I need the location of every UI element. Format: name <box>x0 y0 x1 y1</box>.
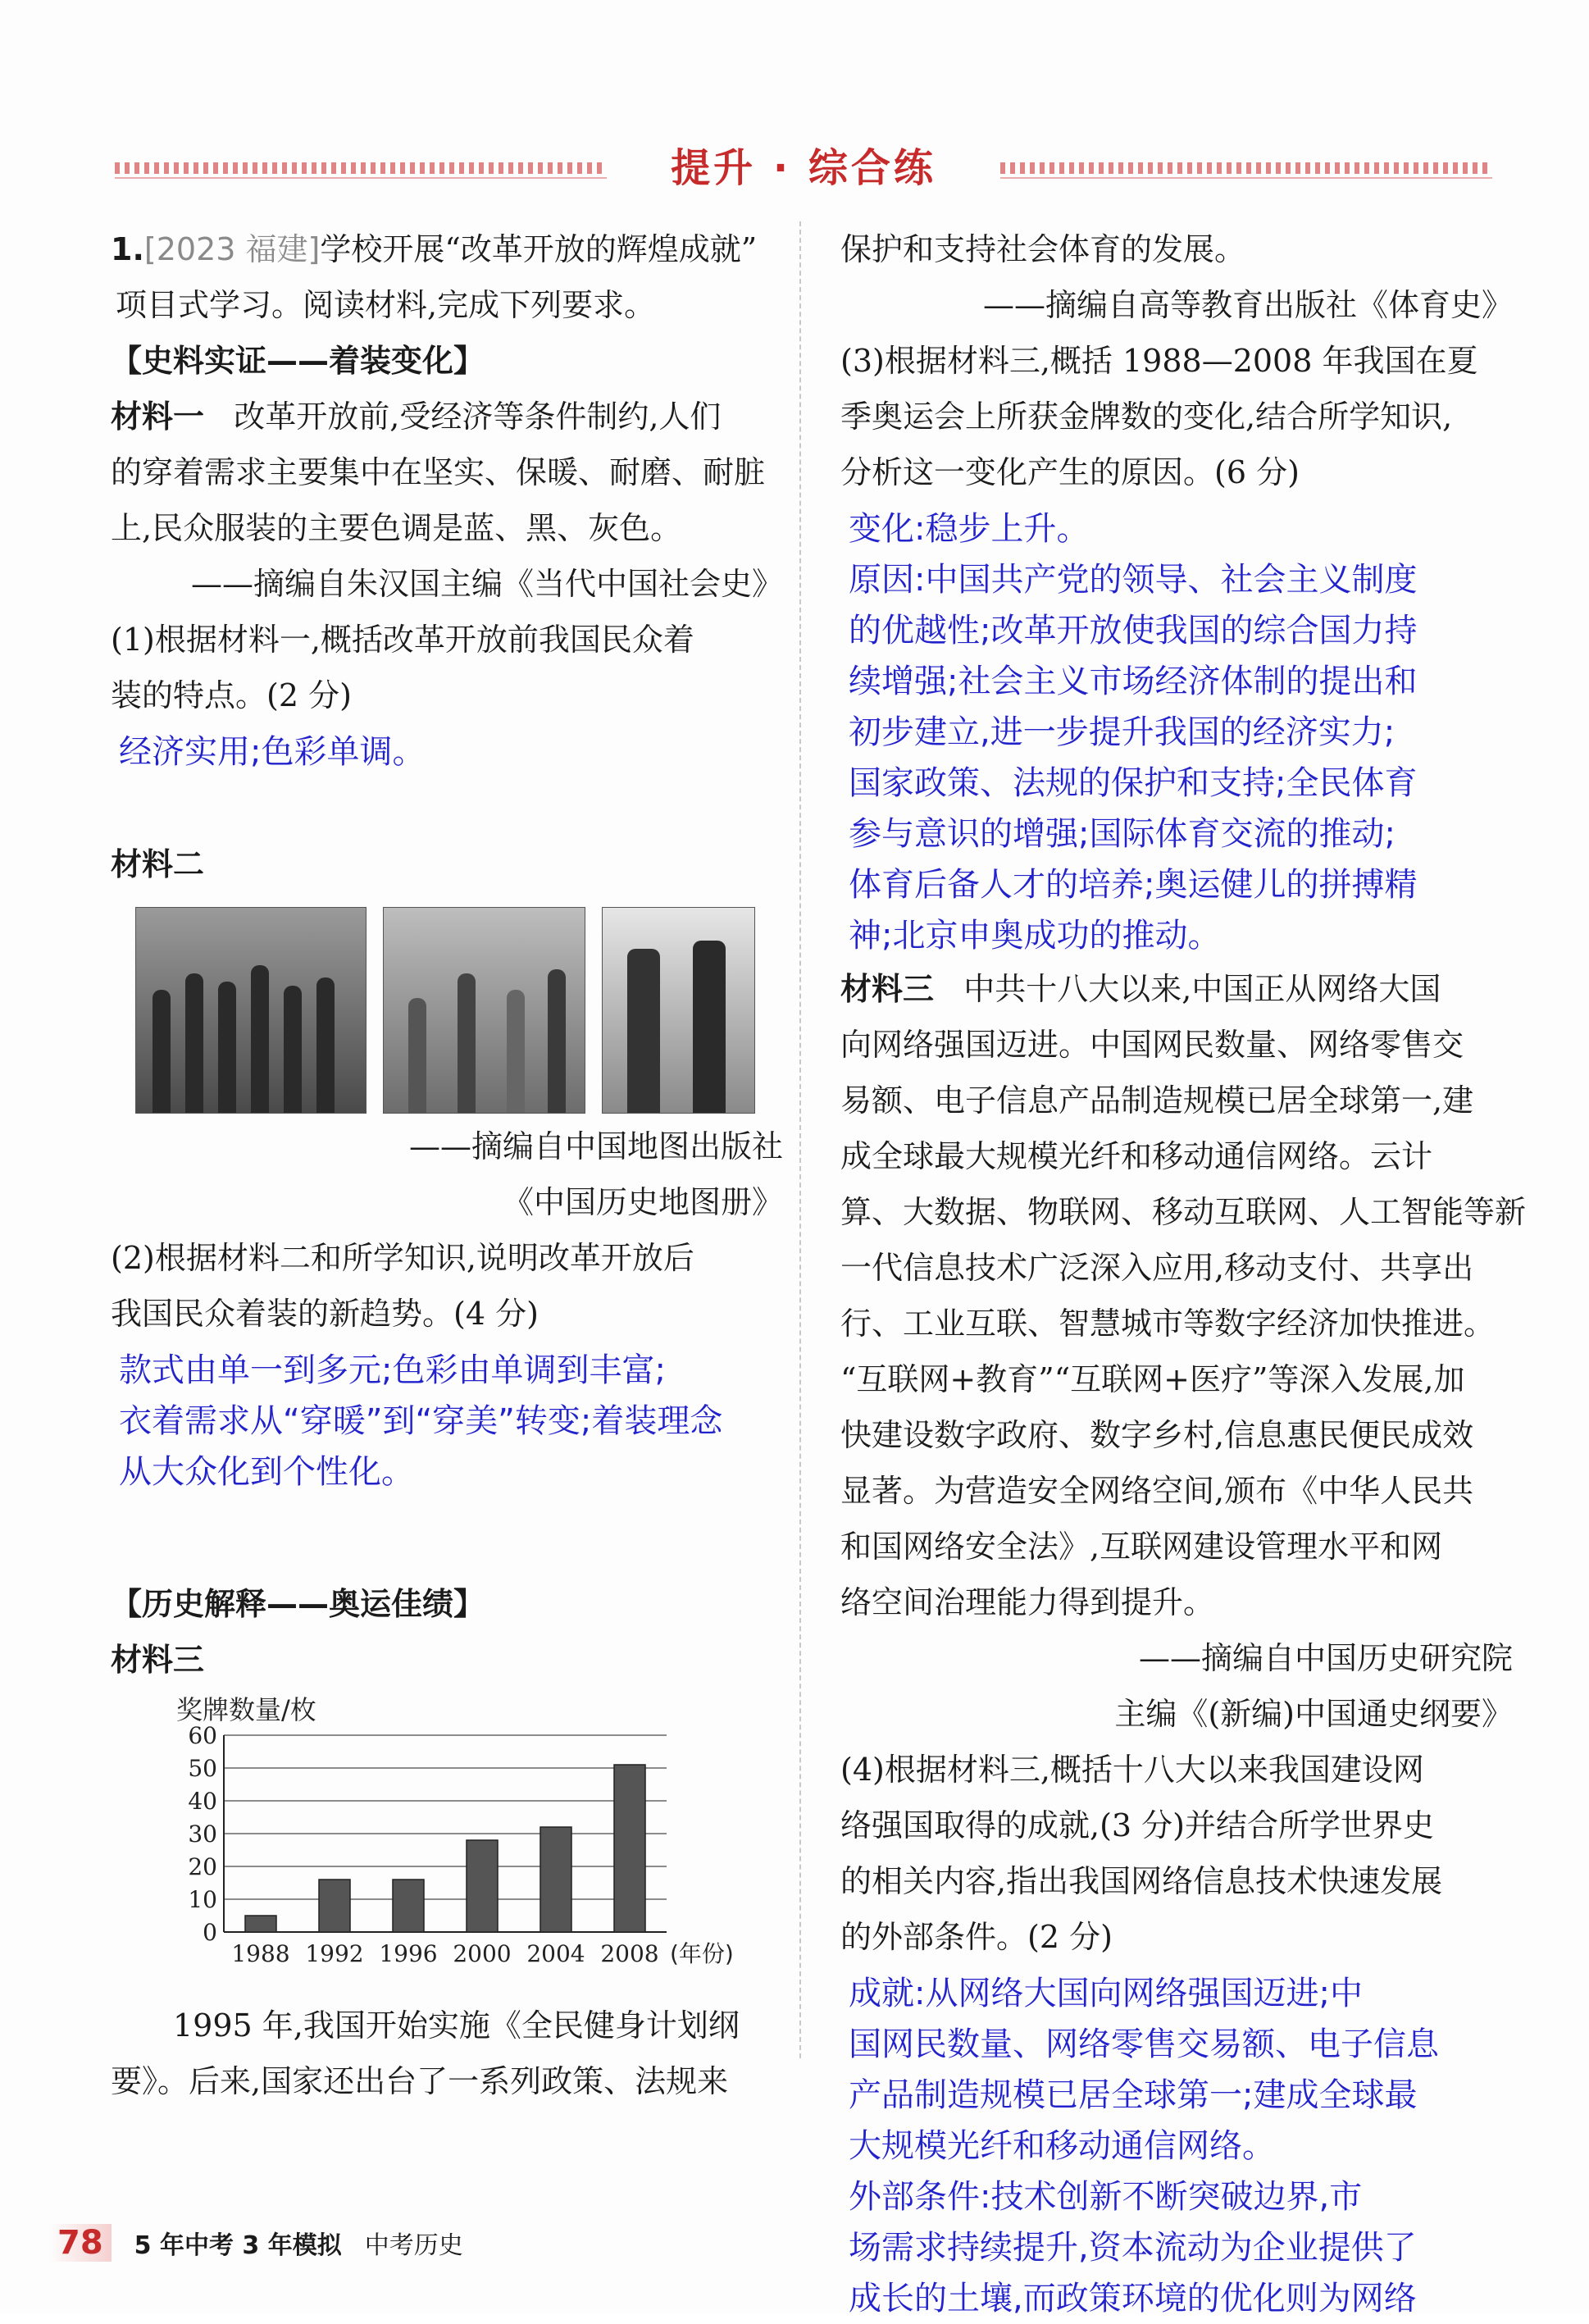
chart-xtick-label: 1996 <box>379 1940 438 1967</box>
material-line: 中共十八大以来,中国正从网络大国 <box>963 971 1441 1007</box>
question-number: 1. <box>111 231 144 267</box>
answer-line: 场需求持续提升,资本流动为企业提供了 <box>849 2229 1417 2267</box>
material-line: 1995 年,我国开始实施《全民健身计划纲 <box>173 2007 740 2044</box>
sub-question-2: (2)根据材料二和所学知识,说明改革开放后 <box>111 1240 694 1276</box>
material-line: 络空间治理能力得到提升。 <box>840 1584 1215 1620</box>
material-line: 行、工业互联、智慧城市等数字经济加快推进。 <box>840 1306 1496 1342</box>
question-source-tag: [2023 福建] <box>143 231 321 267</box>
material-line: 快建设数字政府、数字乡村,信息惠民便民成效 <box>840 1417 1474 1453</box>
material-line: 要》。后来,国家还出台了一系列政策、法规来 <box>111 2063 729 2099</box>
left-column <box>111 221 783 2109</box>
chart-ytick-label: 40 <box>188 1788 217 1815</box>
material-source: 《中国历史地图册》 <box>502 1184 783 1220</box>
material-line: 保护和支持社会体育的发展。 <box>840 231 1246 267</box>
chart-ytick-label: 30 <box>188 1820 217 1848</box>
material-line: 算、大数据、物联网、移动互联网、人工智能等新 <box>840 1194 1527 1230</box>
material-line: 易额、电子信息产品制造规模已居全球第一,建 <box>840 1082 1474 1119</box>
material-4-text <box>840 961 1513 1017</box>
answer-2 <box>111 1345 783 1497</box>
page-number: 78 <box>49 2224 112 2262</box>
material-source: ——摘编自朱汉国主编《当代中国社会史》 <box>190 566 783 602</box>
question-text: 学校开展“改革开放的辉煌成就” <box>320 231 758 267</box>
answer-line: 体育后备人才的培养;奥运健儿的拼搏精 <box>849 866 1418 904</box>
header-decoration-right <box>1000 162 1492 174</box>
material-line: 一代信息技术广泛深入应用,移动支付、共享出 <box>840 1250 1474 1286</box>
chart-xtick-label: 1992 <box>305 1940 364 1967</box>
chart-ytick-label: 50 <box>188 1755 217 1782</box>
question-text: 项目式学习。阅读材料,完成下列要求。 <box>116 287 656 323</box>
chart-ytick-label: 20 <box>188 1853 217 1880</box>
photo-fashion-street <box>602 907 755 1114</box>
question-1-stem <box>111 221 783 277</box>
answer-line: 成长的土壤,而政策环境的优化则为网络 <box>849 2280 1417 2317</box>
book-subject: 中考历史 <box>364 2231 463 2260</box>
sub-question-4: 的相关内容,指出我国网络信息技术快速发展 <box>840 1863 1443 1899</box>
photo-uniform-crowd <box>135 907 367 1114</box>
answer-line: 衣着需求从“穿暖”到“穿美”转变;着装理念 <box>119 1402 723 1440</box>
material-label: 材料三 <box>840 971 935 1007</box>
material-line: 改革开放前,受经济等条件制约,人们 <box>234 399 722 435</box>
chart-ytick-label: 10 <box>188 1886 217 1913</box>
chart-xlabel: (年份) <box>670 1940 734 1967</box>
sub-question-3: 季奥运会上所获金牌数的变化,结合所学知识, <box>840 399 1453 435</box>
material-label: 材料一 <box>111 399 205 435</box>
book-series: 5 年中考 3 年模拟 <box>134 2231 342 2260</box>
sub-question-4: 的外部条件。(2 分) <box>840 1919 1113 1955</box>
answer-line: 从大众化到个性化。 <box>119 1453 414 1491</box>
medal-bar-chart <box>160 1694 767 1998</box>
chart-ytick-label: 60 <box>188 1722 217 1749</box>
answer-line: 初步建立,进一步提升我国的经济实力; <box>849 713 1395 751</box>
material-1-text <box>111 389 783 444</box>
header-decoration-left <box>115 162 607 174</box>
chart-xtick-label: 2000 <box>453 1940 512 1967</box>
material-source: ——摘编自中国地图出版社 <box>408 1128 783 1164</box>
material-source: ——摘编自高等教育出版社《体育史》 <box>982 287 1513 323</box>
chart-xtick-label: 1988 <box>231 1940 290 1967</box>
answer-4 <box>840 1968 1513 2324</box>
answer-line: 外部条件:技术创新不断突破边界,市 <box>849 2178 1363 2216</box>
right-column <box>840 221 1527 2324</box>
answer-1: 经济实用;色彩单调。 <box>119 733 426 771</box>
section-title: 提升 · 综合练 <box>671 145 936 191</box>
sub-question-2: 我国民众着装的新趋势。(4 分) <box>111 1296 539 1332</box>
chart-xtick-label: 2004 <box>526 1940 585 1967</box>
chart-ytick-label: 0 <box>203 1919 217 1946</box>
sub-question-4: 络强国取得的成就,(3 分)并结合所学世界史 <box>840 1807 1434 1843</box>
chart-ylabel: 奖牌数量/枚 <box>176 1694 316 1725</box>
answer-line: 国家政策、法规的保护和支持;全民体育 <box>849 764 1418 802</box>
chart-bar <box>245 1916 276 1932</box>
answer-line: 产品制造规模已居全球第一;建成全球最 <box>849 2076 1418 2114</box>
answer-line: 款式由单一到多元;色彩由单调到丰富; <box>119 1351 666 1389</box>
answer-line: 大规模光纤和移动通信网络。 <box>849 2127 1275 2165</box>
material-line: 和国网络安全法》,互联网建设管理水平和网 <box>840 1529 1443 1565</box>
sub-question-3: 分析这一变化产生的原因。(6 分) <box>840 454 1300 490</box>
chart-bar <box>319 1880 350 1932</box>
chart-bar <box>467 1840 498 1932</box>
answer-line: 成就:从网络大国向网络强国迈进;中 <box>849 1975 1363 2012</box>
sub-question-1: 装的特点。(2 分) <box>111 677 352 713</box>
answer-line: 国网民数量、网络零售交易额、电子信息 <box>849 2026 1439 2063</box>
material-label: 材料三 <box>111 1642 205 1678</box>
chart-xtick-label: 2008 <box>600 1940 659 1967</box>
material-line: “互联网+教育”“互联网+医疗”等深入发展,加 <box>840 1361 1465 1397</box>
section-header <box>115 139 1492 197</box>
material-label: 材料二 <box>111 846 205 882</box>
sub-question-1: (1)根据材料一,概括改革开放前我国民众着 <box>111 622 694 658</box>
material-2-photos <box>135 907 783 1114</box>
photo-bicycles-street <box>383 907 585 1114</box>
material-source: ——摘编自中国历史研究院 <box>1138 1640 1513 1676</box>
material-line: 向网络强国迈进。中国网民数量、网络零售交 <box>840 1027 1464 1063</box>
answer-line: 变化:稳步上升。 <box>849 510 1090 548</box>
sub-question-3: (3)根据材料三,概括 1988—2008 年我国在夏 <box>840 343 1478 379</box>
answer-line: 原因:中国共产党的领导、社会主义制度 <box>849 561 1418 599</box>
column-divider <box>799 221 801 2058</box>
material-line: 的穿着需求主要集中在坚实、保暖、耐磨、耐脏 <box>111 454 766 490</box>
chart-canvas <box>160 1694 767 1998</box>
material-line: 上,民众服装的主要色调是蓝、黑、灰色。 <box>111 510 682 546</box>
answer-line: 续增强;社会主义市场经济体制的提出和 <box>849 663 1418 700</box>
page-footer <box>49 2214 463 2272</box>
sub-question-4: (4)根据材料三,概括十八大以来我国建设网 <box>840 1752 1424 1788</box>
section-heading: 【史料实证——着装变化】 <box>111 343 485 379</box>
answer-line: 的优越性;改革开放使我国的综合国力持 <box>849 612 1418 649</box>
section-heading: 【历史解释——奥运佳绩】 <box>111 1586 485 1622</box>
answer-line: 参与意识的增强;国际体育交流的推动; <box>849 815 1395 853</box>
material-source: 主编《(新编)中国通史纲要》 <box>1114 1696 1513 1732</box>
chart-bar <box>393 1880 424 1932</box>
chart-bar <box>540 1827 571 1932</box>
answer-3 <box>840 504 1513 961</box>
answer-line: 神;北京申奥成功的推动。 <box>849 917 1221 955</box>
material-line: 成全球最大规模光纤和移动通信网络。云计 <box>840 1138 1433 1174</box>
chart-bar <box>614 1765 645 1932</box>
material-line: 显著。为营造安全网络空间,颁布《中华人民共 <box>840 1473 1474 1509</box>
